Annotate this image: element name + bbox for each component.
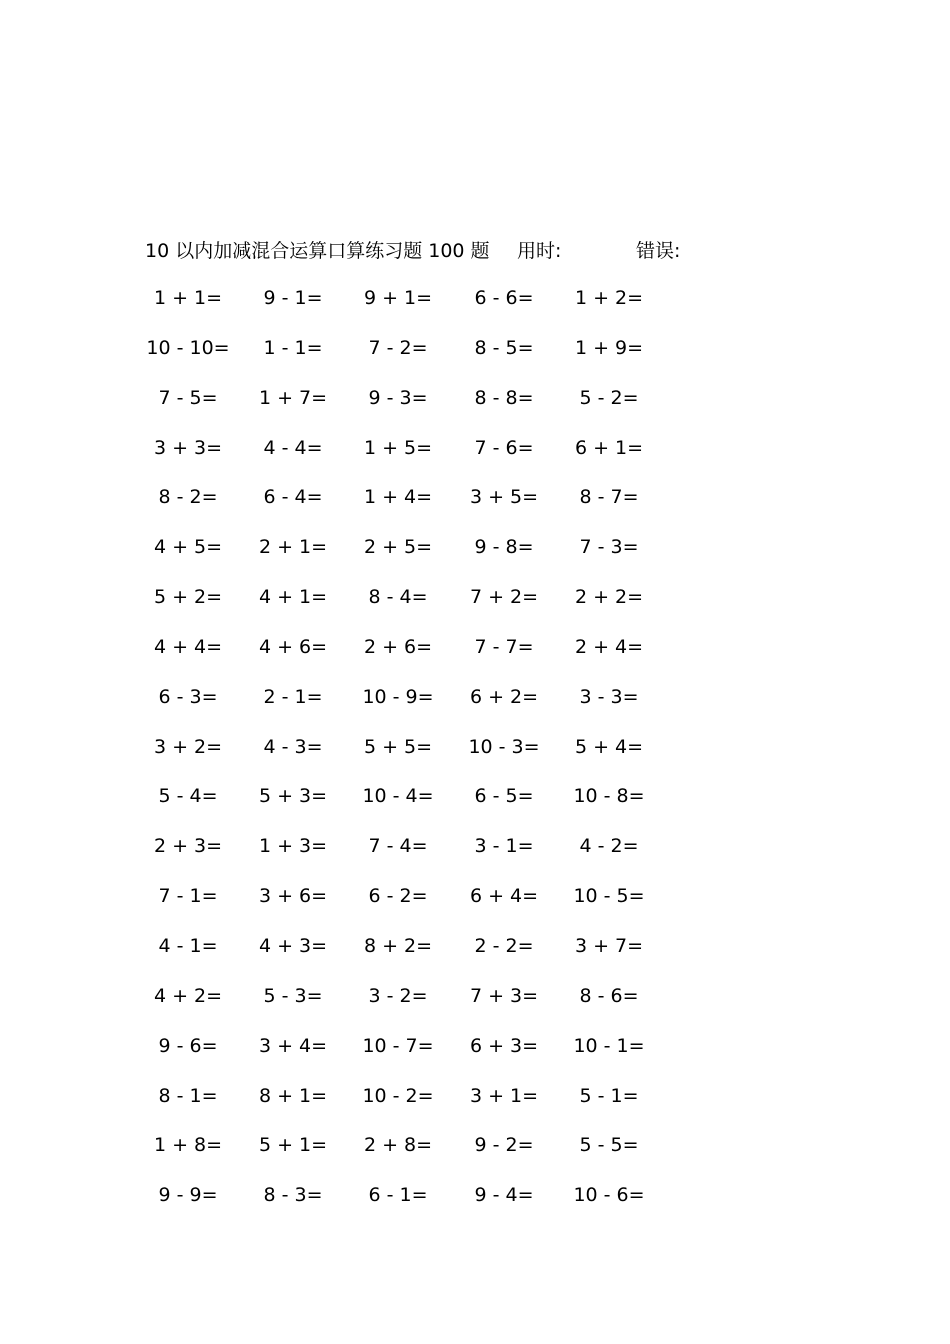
arithmetic-problem: 4 - 1= [158,934,218,957]
arithmetic-problem: 3 + 3= [153,436,223,459]
arithmetic-problem: 7 - 1= [158,885,218,908]
arithmetic-problem: 6 - 3= [158,685,218,708]
arithmetic-problem: 6 + 1= [574,436,644,459]
arithmetic-problem: 4 - 3= [263,735,323,758]
arithmetic-problem: 8 + 1= [258,1084,328,1107]
arithmetic-problem: 5 + 1= [258,1134,328,1157]
error-count-label: 错误: [636,240,681,262]
arithmetic-problem: 2 + 3= [153,835,223,858]
arithmetic-problem: 5 - 1= [579,1084,639,1107]
arithmetic-problem: 3 + 6= [258,885,328,908]
arithmetic-problem: 5 + 2= [153,586,223,609]
arithmetic-problem: 1 + 7= [258,386,328,409]
problem-row [140,684,700,734]
arithmetic-problem: 8 - 8= [474,386,534,409]
arithmetic-problem: 5 - 4= [158,785,218,808]
arithmetic-problem: 3 - 3= [579,685,639,708]
arithmetic-problem: 4 + 3= [258,934,328,957]
arithmetic-problem: 1 + 8= [153,1134,223,1157]
arithmetic-problem: 2 + 1= [258,536,328,559]
arithmetic-problem: 2 - 2= [474,934,534,957]
arithmetic-problem: 1 + 9= [574,336,644,359]
arithmetic-problem: 9 - 3= [368,386,428,409]
arithmetic-problem: 9 - 1= [263,287,323,309]
arithmetic-problem: 4 + 6= [258,635,328,658]
arithmetic-problem: 9 - 9= [158,1184,218,1207]
arithmetic-problem: 7 - 2= [368,336,428,359]
problem-row [140,335,700,385]
arithmetic-problem: 2 + 8= [363,1134,433,1157]
arithmetic-problem: 10 - 1= [573,1034,645,1057]
arithmetic-problem: 10 - 7= [362,1034,434,1057]
arithmetic-problem: 1 + 5= [363,436,433,459]
arithmetic-problem: 1 - 1= [263,336,323,359]
arithmetic-problem: 3 + 1= [469,1084,539,1107]
arithmetic-problem: 5 + 3= [258,785,328,808]
arithmetic-problem: 2 + 6= [363,635,433,658]
arithmetic-problem: 6 + 4= [469,885,539,908]
arithmetic-problem: 6 + 2= [469,685,539,708]
arithmetic-problem: 9 + 1= [363,287,433,309]
arithmetic-problem: 2 + 5= [363,536,433,559]
arithmetic-problem: 9 - 2= [474,1134,534,1157]
arithmetic-problem: 3 + 7= [574,934,644,957]
arithmetic-problem: 1 + 4= [363,486,433,509]
problem-row [140,983,700,1033]
arithmetic-problem: 10 - 8= [573,785,645,808]
problem-row [140,1033,700,1083]
arithmetic-problem: 10 - 4= [362,785,434,808]
arithmetic-problem: 7 - 5= [158,386,218,409]
problem-row [140,734,700,784]
arithmetic-problem: 7 - 6= [474,436,534,459]
arithmetic-problem: 5 - 5= [579,1134,639,1157]
arithmetic-problem: 5 + 4= [574,735,644,758]
arithmetic-problem: 4 + 2= [153,984,223,1007]
arithmetic-problem: 6 - 4= [263,486,323,509]
problem-row [140,634,700,684]
arithmetic-problem: 10 - 5= [573,885,645,908]
arithmetic-problem: 6 - 5= [474,785,534,808]
arithmetic-problem: 3 + 5= [469,486,539,509]
problem-row [140,1182,700,1232]
arithmetic-problem: 8 - 4= [368,586,428,609]
worksheet-title: 10 以内加减混合运算口算练习题 100 题 [145,240,490,262]
arithmetic-problem: 5 + 5= [363,735,433,758]
arithmetic-problem: 10 - 3= [468,735,540,758]
problem-row [140,584,700,634]
problem-row [140,883,700,933]
arithmetic-problem: 7 - 3= [579,536,639,559]
problem-row [140,285,700,335]
arithmetic-problem: 6 - 2= [368,885,428,908]
time-used-label: 用时: [517,240,562,262]
arithmetic-problem: 3 - 2= [368,984,428,1007]
arithmetic-problem: 5 - 2= [579,386,639,409]
arithmetic-problem: 8 - 3= [263,1184,323,1207]
arithmetic-problem: 4 - 4= [263,436,323,459]
arithmetic-problem: 6 - 6= [474,287,534,309]
arithmetic-problem: 6 - 1= [368,1184,428,1207]
problem-grid [140,285,700,1232]
arithmetic-problem: 4 + 1= [258,586,328,609]
arithmetic-problem: 9 - 6= [158,1034,218,1057]
arithmetic-problem: 4 + 4= [153,635,223,658]
arithmetic-problem: 9 - 8= [474,536,534,559]
problem-row [140,933,700,983]
arithmetic-problem: 7 + 2= [469,586,539,609]
arithmetic-problem: 1 + 2= [574,287,644,309]
arithmetic-problem: 2 + 4= [574,635,644,658]
problem-row [140,1132,700,1182]
arithmetic-problem: 6 + 3= [469,1034,539,1057]
arithmetic-problem: 10 - 10= [146,336,230,359]
arithmetic-problem: 10 - 2= [362,1084,434,1107]
problem-row [140,385,700,435]
problem-row [140,1083,700,1133]
arithmetic-problem: 3 - 1= [474,835,534,858]
arithmetic-problem: 5 - 3= [263,984,323,1007]
arithmetic-problem: 8 - 2= [158,486,218,509]
arithmetic-problem: 3 + 2= [153,735,223,758]
arithmetic-problem: 10 - 9= [362,685,434,708]
arithmetic-problem: 4 + 5= [153,536,223,559]
problem-row [140,783,700,833]
problem-row [140,484,700,534]
arithmetic-problem: 8 - 6= [579,984,639,1007]
arithmetic-problem: 2 + 2= [574,586,644,609]
arithmetic-problem: 2 - 1= [263,685,323,708]
arithmetic-problem: 8 - 7= [579,486,639,509]
problem-row [140,534,700,584]
arithmetic-problem: 7 - 7= [474,635,534,658]
arithmetic-problem: 9 - 4= [474,1184,534,1207]
problem-row [140,833,700,883]
arithmetic-problem: 8 - 5= [474,336,534,359]
arithmetic-problem: 10 - 6= [573,1184,645,1207]
arithmetic-problem: 3 + 4= [258,1034,328,1057]
arithmetic-problem: 1 + 1= [153,287,223,309]
arithmetic-problem: 8 - 1= [158,1084,218,1107]
arithmetic-problem: 8 + 2= [363,934,433,957]
arithmetic-problem: 1 + 3= [258,835,328,858]
problem-row [140,435,700,485]
arithmetic-problem: 7 - 4= [368,835,428,858]
arithmetic-problem: 4 - 2= [579,835,639,858]
arithmetic-problem: 7 + 3= [469,984,539,1007]
